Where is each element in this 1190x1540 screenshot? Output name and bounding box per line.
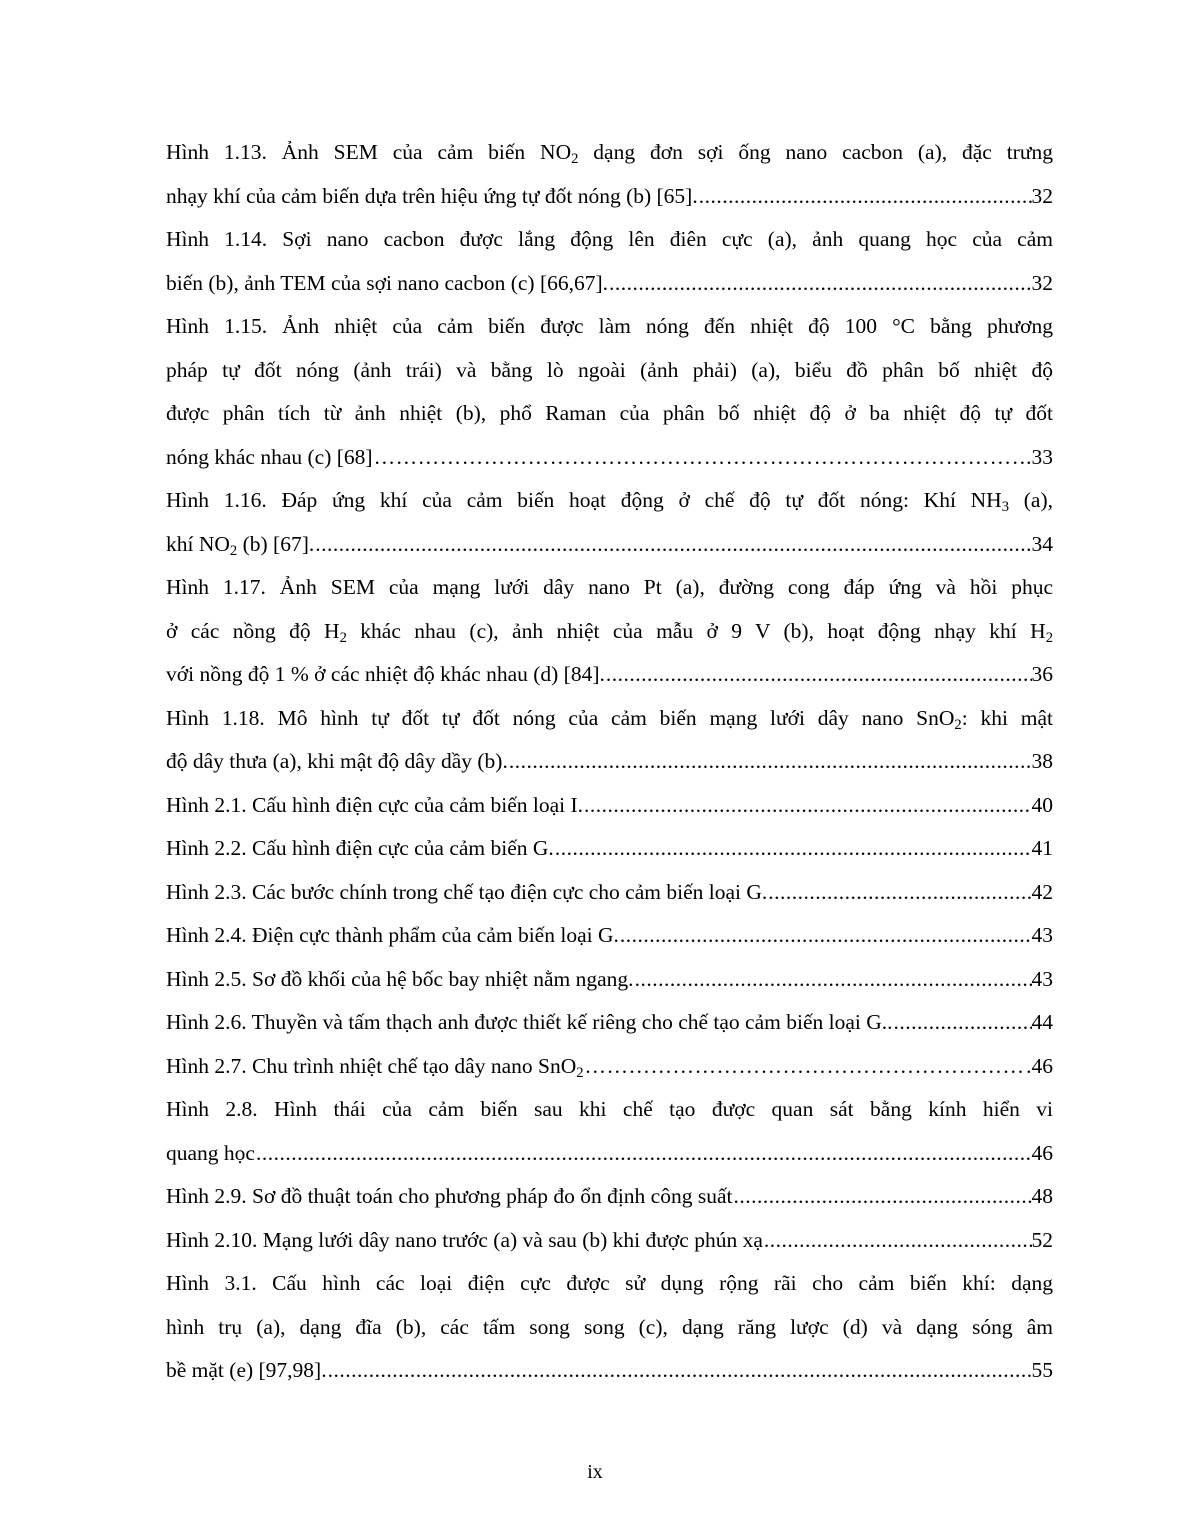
page-number: 34 [1031, 531, 1053, 556]
dot-leader [732, 1175, 1031, 1219]
dot-leader [605, 653, 1032, 697]
toc-entry-2-3[interactable]: Hình 2.3. Các bước chính trong chế tạo điện cực cho cảm biến loại G. ..... 42 [166, 871, 1053, 915]
dot-leader [255, 1132, 1032, 1176]
dot-leader [508, 740, 1032, 784]
page-number: 52 [1031, 1227, 1053, 1252]
toc-entry-1-17-line-2: ở các nồng độ $H_2$ khác nhau (c), ảnh nhiệt của mẫu ở 9 V (b), hoạt động nhạy khí $H_2$ [166, 618, 1053, 646]
page-footer-number: ix [587, 1461, 603, 1483]
dot-leader [763, 1219, 1032, 1263]
dot-leader [314, 523, 1031, 567]
toc-entry-1-15-line-3: được phân tích từ ảnh nhiệt (b), phổ Raman của phân bố nhiệt độ ở ba nhiệt độ tự đốt [166, 401, 1053, 425]
toc-entry-1-16-line-2[interactable]: khí $NO_2$ (b) [67]. ..... 34 [166, 523, 1053, 567]
page-number: 46 [1031, 1140, 1053, 1165]
dot-leader [327, 1349, 1032, 1393]
page-number: 43 [1031, 923, 1053, 947]
toc-entry-2-1[interactable]: Hình 2.1. Cấu hình điện cực của cảm biến loại I. ..... 40 [166, 784, 1053, 828]
dot-leader [634, 958, 1032, 1002]
toc-entry-2-2[interactable]: Hình 2.2. Cấu hình điện cực của cảm biến G. ..... 41 [166, 827, 1053, 871]
toc-entry-2-9[interactable]: Hình 2.9. Sơ đồ thuật toán cho phương pháp đo ổn định công suất ..... 48 [166, 1175, 1053, 1219]
list-of-figures [166, 131, 1053, 1393]
toc-entry-3-1-line-3[interactable]: bề mặt (e) [97,98]. ..... 55 [166, 1349, 1053, 1393]
page-number: 42 [1031, 879, 1053, 904]
toc-entry-2-10[interactable]: Hình 2.10. Mạng lưới dây nano trước (a) và sau (b) khi được phún xạ ..... 52 [166, 1219, 1053, 1263]
toc-entry-1-15-line-4[interactable]: nóng khác nhau (c) [68] ……………………………………………………………………………………………………………………………………………… .33 [166, 436, 1053, 480]
dot-leader [583, 784, 1031, 828]
toc-entry-1-13-line-1: Hình 1.13. Ảnh SEM của cảm biến $NO_2$ dạng đơn sợi ống nano cacbon (a), đặc trưng [166, 140, 1053, 168]
dot-leader [698, 175, 1032, 219]
page-number: 44 [1031, 1010, 1053, 1034]
toc-entry-2-8-line-2[interactable]: quang học ..... 46 [166, 1132, 1053, 1176]
toc-entry-3-1-line-2: hình trụ (a), dạng đĩa (b), các tấm song song (c), dạng răng lược (d) và dạng sóng âm [166, 1314, 1053, 1339]
dot-leader [554, 827, 1032, 871]
dot-leader [767, 871, 1031, 915]
page-number: 55 [1031, 1358, 1053, 1382]
toc-entry-1-14-line-1: Hình 1.14. Sợi nano cacbon được lắng động lên điên cực (a), ảnh quang học của cảm [166, 227, 1053, 251]
dot-leader [608, 262, 1031, 306]
dot-leader [373, 436, 1027, 480]
toc-entry-1-18-line-2[interactable]: độ dây thưa (a), khi mật độ dây dầy (b). ..... 38 [166, 740, 1053, 784]
toc-entry-1-17-line-3[interactable]: với nồng độ 1 % ở các nhiệt độ khác nhau (d) [84]. ..... 36 [166, 653, 1053, 697]
dot-leader [584, 1045, 1027, 1089]
toc-entry-2-7[interactable]: Hình 2.7. Chu trình nhiệt chế tạo dây nano SnO$_2$ ……………………………………………………………………………………………………………………………………………… .46 [166, 1045, 1053, 1089]
page-number: 48 [1031, 1184, 1053, 1208]
page-number: .46 [1026, 1053, 1053, 1078]
toc-entry-2-5[interactable]: Hình 2.5. Sơ đồ khối của hệ bốc bay nhiệt nằm ngang. ..... 43 [166, 958, 1053, 1002]
toc-entry-1-16-line-1: Hình 1.16. Đáp ứng khí của cảm biến hoạt động ở chế độ tự đốt nóng: Khí $NH_3$ (a), [166, 488, 1053, 516]
page-number: 36 [1031, 662, 1053, 686]
page-number: 32 [1031, 270, 1053, 295]
dot-leader [619, 914, 1032, 958]
toc-entry-1-17-line-1: Hình 1.17. Ảnh SEM của mạng lưới dây nano Pt (a), đường cong đáp ứng và hồi phục [166, 575, 1053, 599]
page-number: 40 [1031, 792, 1053, 817]
page-number: 32 [1031, 183, 1053, 208]
dot-leader [893, 1001, 1032, 1045]
toc-entry-1-15-line-1: Hình 1.15. Ảnh nhiệt của cảm biến được làm nóng đến nhiệt độ 100 °C bằng phương [166, 314, 1053, 338]
toc-entry-2-4[interactable]: Hình 2.4. Điện cực thành phẩm của cảm biến loại G. ..... 43 [166, 914, 1053, 958]
toc-entry-2-8-line-1: Hình 2.8. Hình thái của cảm biến sau khi chế tạo được quan sát bằng kính hiển vi [166, 1097, 1053, 1121]
toc-entry-1-18-line-1: Hình 1.18. Mô hình tự đốt tự đốt nóng của cảm biến mạng lưới dây nano SnO$_2$: khi mật [166, 705, 1053, 733]
page-number: 43 [1031, 966, 1053, 991]
toc-entry-3-1-line-1: Hình 3.1. Cấu hình các loại điện cực được sử dụng rộng rãi cho cảm biến khí: dạng [166, 1271, 1053, 1295]
toc-entry-1-14-line-2[interactable]: biến (b), ảnh TEM của sợi nano cacbon (c) [66,67]. ..... 32 [166, 262, 1053, 306]
page-number: 41 [1031, 836, 1053, 860]
toc-entry-1-13-line-2[interactable]: nhạy khí của cảm biến dựa trên hiệu ứng tự đốt nóng (b) [65]. ..... 32 [166, 175, 1053, 219]
toc-entry-1-15-line-2: pháp tự đốt nóng (ảnh trái) và bằng lò ngoài (ảnh phải) (a), biểu đồ phân bố nhiệt độ [166, 357, 1053, 382]
page-number: .33 [1026, 444, 1053, 469]
toc-entry-2-6[interactable]: Hình 2.6. Thuyền và tấm thạch anh được thiết kế riêng cho chế tạo cảm biến loại G.. ..... 44 [166, 1001, 1053, 1045]
page-number: 38 [1031, 749, 1053, 773]
